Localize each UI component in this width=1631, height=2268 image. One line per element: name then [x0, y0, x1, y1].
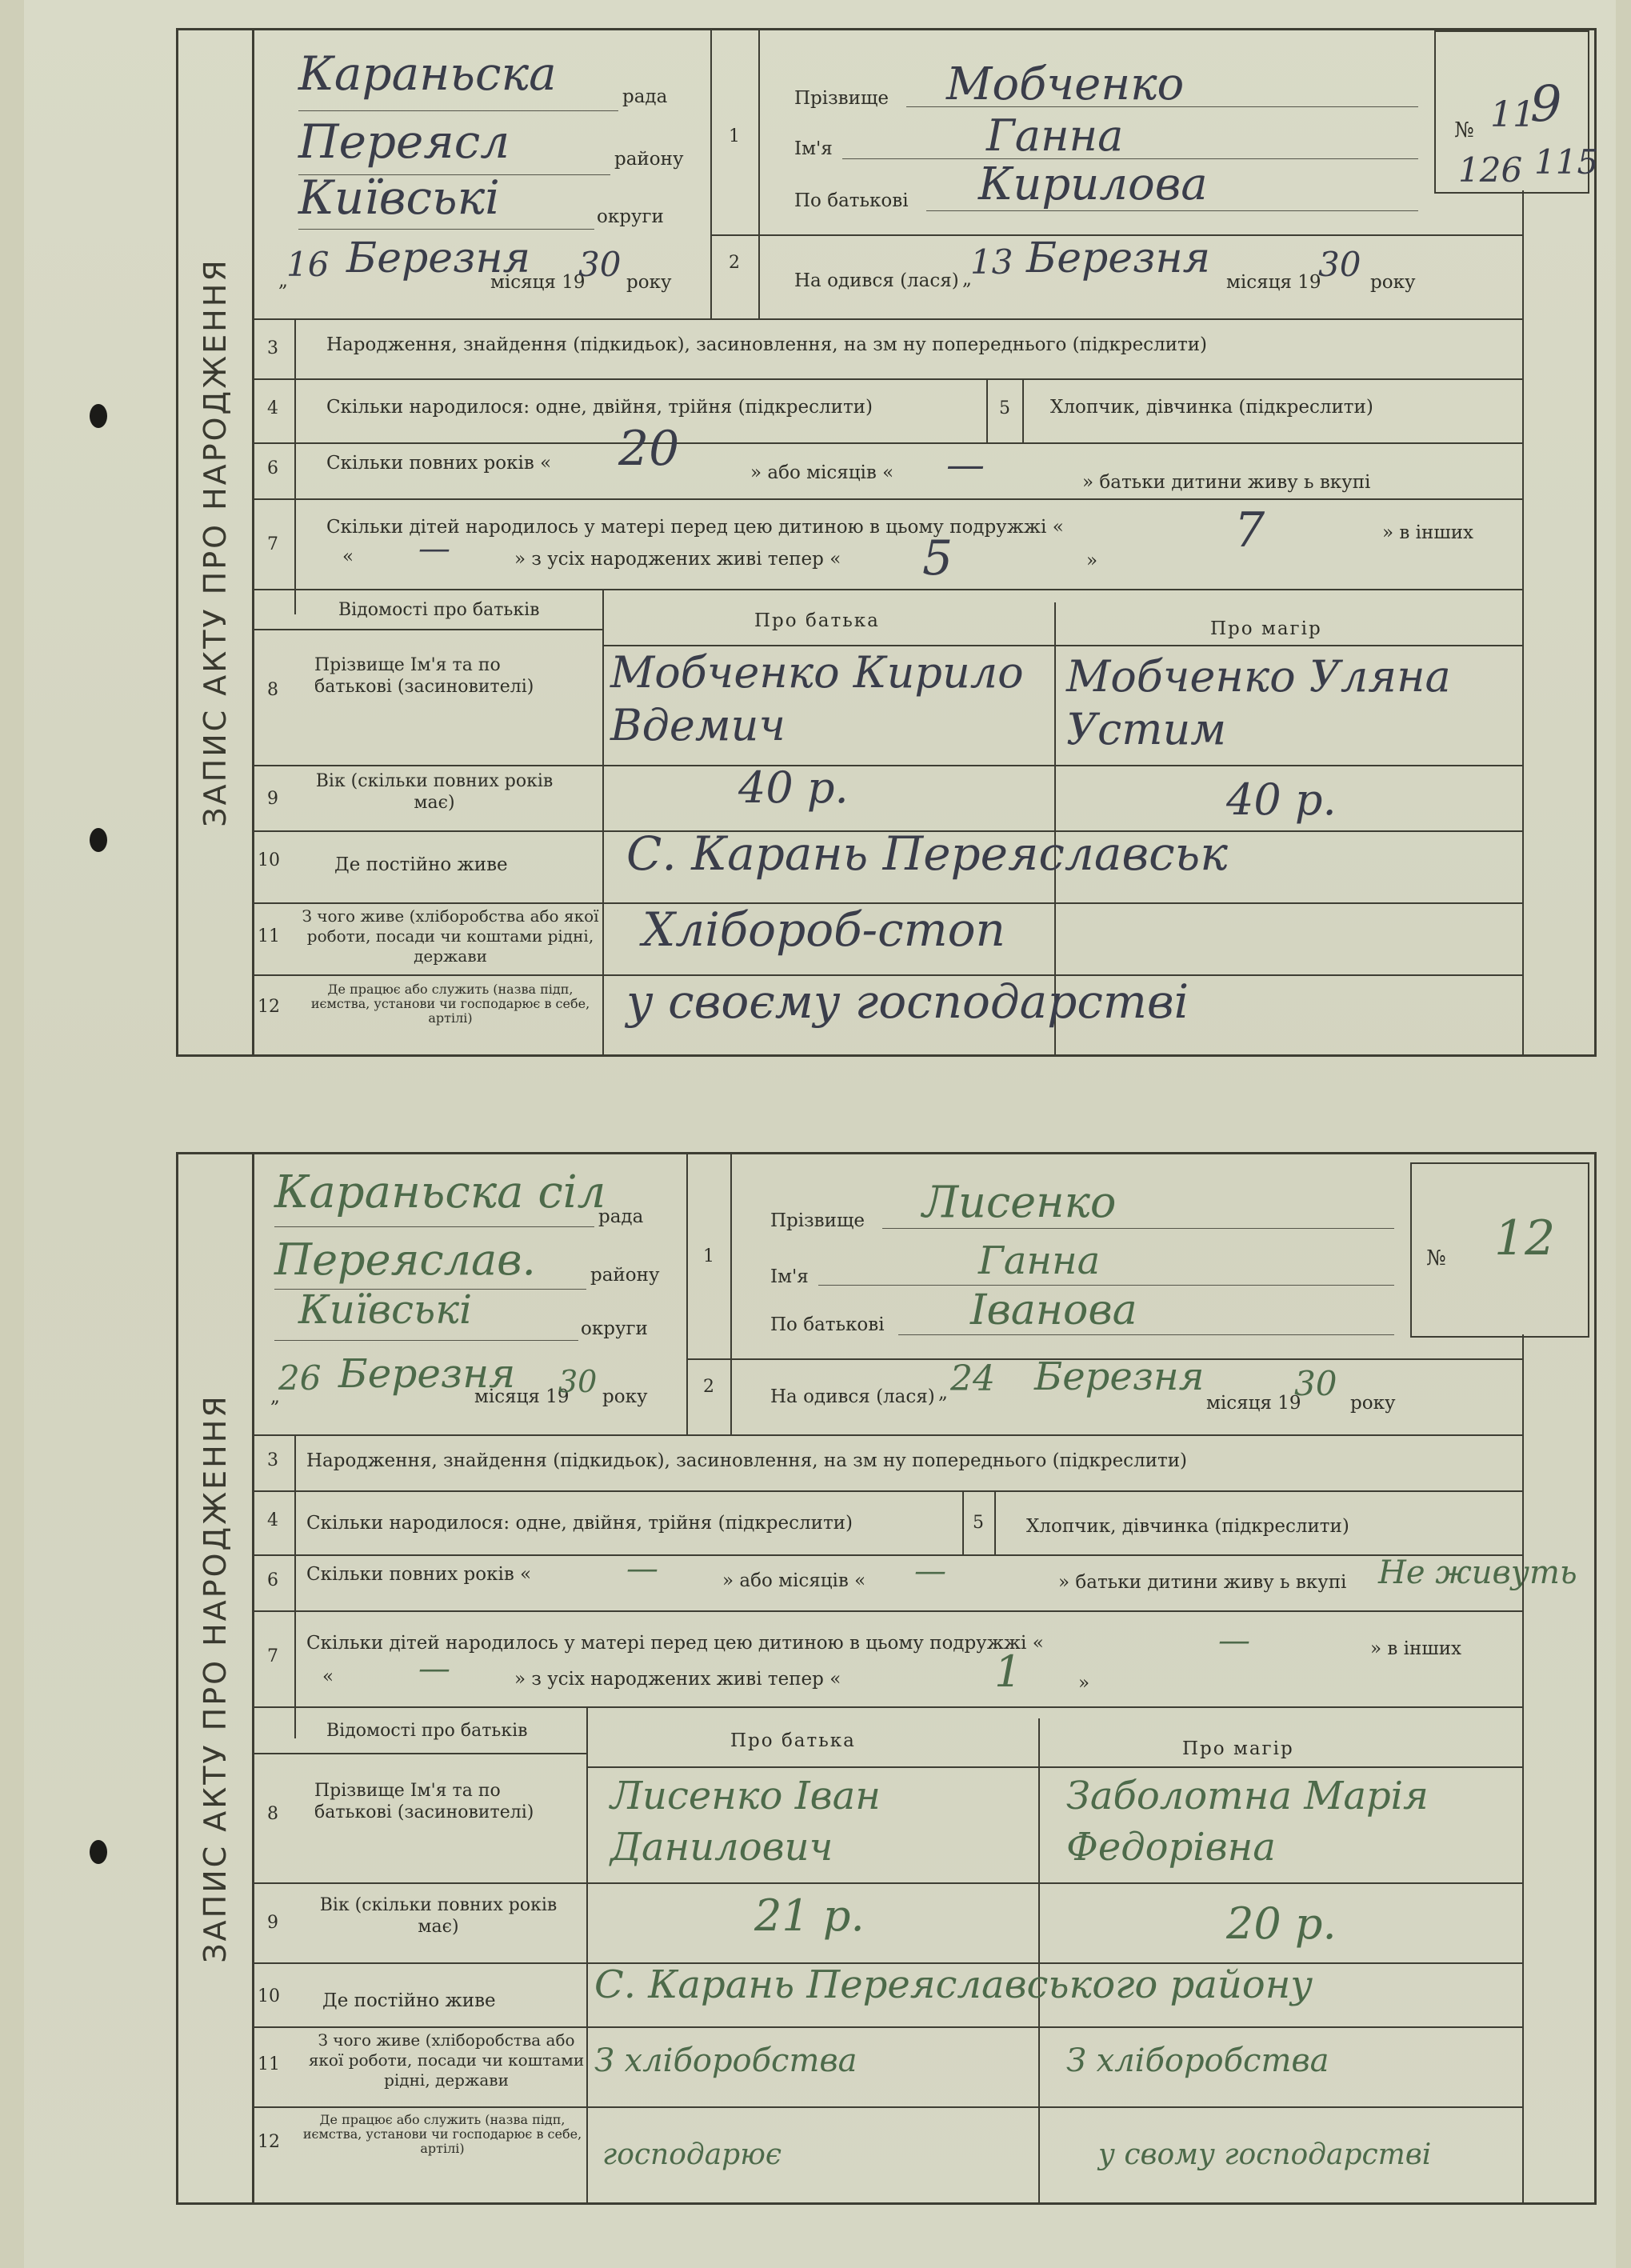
rule-line — [586, 1766, 1522, 1768]
surname-value: Лисенко — [922, 1177, 1117, 1227]
name-value: Ганна — [986, 110, 1124, 161]
rule-line — [994, 1490, 996, 1554]
name-label: Ім'я — [794, 138, 833, 159]
father-workplace: господарює — [602, 2138, 782, 2171]
form-label: Відомості про батьків — [326, 1721, 528, 1741]
row-number: 6 — [267, 1570, 278, 1590]
row-number: 2 — [729, 253, 740, 273]
workplace: у своєму господарстві — [626, 974, 1189, 1029]
form-label: » або місяців « — [722, 1570, 866, 1591]
mother-age: 20 р. — [1226, 1898, 1337, 1949]
row-number: 7 — [267, 534, 278, 554]
rule-line — [252, 765, 1522, 766]
father-name: Мобченко Кирило Вдемич — [610, 647, 1024, 750]
rule-line — [986, 378, 988, 442]
row-number: 8 — [267, 680, 278, 700]
birth-year: 30 — [1318, 245, 1361, 284]
rule-line — [298, 229, 594, 230]
form-label: » з усіх народжених живі тепер « — [514, 549, 841, 570]
rada-value: Караньска — [298, 46, 557, 101]
rule-line — [298, 110, 618, 111]
form-label: району — [590, 1265, 660, 1286]
row-number: 9 — [267, 1913, 278, 1933]
rule-line — [898, 1334, 1394, 1335]
row-number: 4 — [267, 1510, 278, 1530]
form-label: Прізвище Ім'я та по батькові (засиновителі) — [314, 1781, 534, 1822]
form-label: З чого живе (хліборобства або якої роботи, посади чи коштами рідні, держави — [308, 2030, 585, 2090]
form-label: „ — [938, 1382, 948, 1403]
rada-value: Караньска сіл — [274, 1166, 606, 1218]
rule-line — [710, 30, 712, 318]
form-label: Вік (скільки повних років має) — [319, 1895, 558, 1937]
row-number: 6 — [267, 458, 278, 478]
rule-line — [252, 1882, 1522, 1884]
months-together: — — [914, 1553, 946, 1590]
rule-line — [926, 210, 1418, 211]
birth-label: На одився (лася) — [794, 270, 959, 291]
reg-month: Березня — [338, 1350, 516, 1397]
form-label: » — [1086, 550, 1098, 571]
punch-hole — [90, 404, 107, 428]
years-together: — — [626, 1550, 658, 1587]
okrugy-value: Київські — [298, 170, 500, 225]
row-number: 10 — [258, 850, 280, 870]
children-living: 1 — [994, 1646, 1022, 1697]
father-name: Лисенко Іван Данилович — [610, 1774, 881, 1870]
rule-line — [252, 378, 1522, 380]
mother-workplace: у свому господарстві — [1098, 2138, 1432, 2171]
form-label: По батькові — [770, 1314, 885, 1335]
rule-line — [294, 1434, 296, 1738]
rule-line — [686, 1154, 688, 1434]
together-note: Не живуть — [1378, 1554, 1577, 1591]
r10-label: Де постійно живе — [334, 854, 508, 875]
form-label: року — [602, 1386, 648, 1407]
form-label: Скільки повних років « — [306, 1564, 532, 1585]
birth-month: Березня — [1026, 234, 1211, 282]
form-label: Скільки народилося: одне, двійня, трійня (підкреслити) — [306, 1513, 853, 1534]
row-number: 12 — [258, 2132, 280, 2152]
form-label: Скільки повних років « — [326, 453, 552, 474]
r8-label: Прізвище Ім'я та по батькові (засиновителі) — [314, 655, 534, 697]
rule-line — [882, 1228, 1394, 1229]
father-age: 21 р. — [754, 1890, 865, 1941]
occupation: Хлібороб-стоп — [642, 902, 1005, 957]
form-label: « — [322, 1666, 334, 1687]
row5-text: Хлопчик, дівчинка (підкреслити) — [1050, 397, 1373, 418]
form-label: » батьки дитини живу ь вкупі — [1082, 472, 1371, 493]
row3-text: Народження, знайдення (підкидьок), засиновлення, на зм ну попереднього (підкреслити) — [326, 334, 1208, 355]
number-label: № — [1454, 118, 1474, 142]
okrugy-label: округи — [597, 206, 664, 227]
rule-line — [1522, 1334, 1524, 2202]
mother-header: Про магір — [1210, 618, 1322, 639]
patronymic-label: По батькові — [794, 190, 909, 211]
form-label: На одився (лася) — [770, 1386, 935, 1407]
document-page — [24, 0, 1616, 2268]
children-other: — — [418, 1650, 450, 1687]
reg-year: 30 — [578, 245, 622, 284]
years-together: 20 — [618, 421, 680, 477]
form-label: місяця 19 — [1226, 272, 1321, 293]
reg-year: 30 — [558, 1364, 598, 1399]
residence: С. Карань Переяславського району — [594, 1962, 1313, 2007]
form-label: » в інших — [1370, 1638, 1462, 1659]
roku-label: року — [626, 272, 672, 293]
rada-label: рада — [622, 86, 668, 107]
rule-line — [252, 442, 1522, 444]
row4-text: Скільки народилося: одне, двійня, трійня (підкреслити) — [326, 397, 873, 418]
form-label: » або місяців « — [750, 462, 894, 483]
form-label: » з усіх народжених живі тепер « — [514, 1669, 841, 1690]
residence: С. Карань Переяславськ — [626, 826, 1228, 881]
side-title: ЗАПИС АКТУ ПРО НАРОДЖЕННЯ — [178, 1154, 254, 2202]
children-living: 5 — [922, 530, 953, 586]
form-label: Про батька — [730, 1730, 856, 1751]
rule-line — [252, 629, 602, 630]
rule-line — [252, 1490, 1522, 1492]
rule-line — [252, 318, 254, 1054]
rule-line — [294, 318, 296, 614]
row-number: 5 — [999, 398, 1010, 418]
row-number: 3 — [267, 1450, 278, 1470]
form-label: „ — [962, 269, 972, 290]
reg-day: 26 — [278, 1358, 322, 1398]
rule-line — [252, 1610, 1522, 1612]
row-number: 5 — [973, 1513, 984, 1533]
months-together: — — [946, 442, 985, 487]
punch-hole — [90, 1840, 107, 1864]
row-number: 8 — [267, 1804, 278, 1824]
father-header: Про батька — [754, 610, 880, 631]
children-this-marriage: — — [1218, 1622, 1250, 1659]
form-label: місяця 19 — [1206, 1393, 1301, 1414]
father-age: 40 р. — [738, 762, 849, 813]
form-label: » — [1078, 1673, 1090, 1694]
children-this-marriage: 7 — [1234, 502, 1265, 558]
rule-line — [818, 1285, 1394, 1286]
surname-value: Мобченко — [946, 58, 1185, 110]
misiatsia-label: місяця 19 — [490, 272, 586, 293]
rule-line — [758, 30, 760, 318]
record-number-side: 126 — [1458, 150, 1523, 190]
rule-line — [1038, 1718, 1040, 2202]
mother-name: Мобченко Уляна Устим — [1066, 651, 1451, 754]
form-label: Скільки дітей народилось у матері перед цею дитиною в цьому подружжі « — [326, 517, 1064, 538]
parents-header: Відомості про батьків — [338, 600, 540, 620]
rule-line — [252, 1706, 1522, 1708]
rule-line — [252, 1753, 586, 1754]
mother-occupation: З хліборобства — [1066, 2042, 1329, 2079]
rule-line — [252, 498, 1522, 500]
reg-day: 16 — [286, 245, 330, 284]
birth-record-2 — [176, 1152, 1597, 2205]
mother-name: Заболотна Марія Федорівна — [1066, 1774, 1429, 1870]
birth-record-1 — [176, 28, 1597, 1057]
children-other: — — [418, 530, 450, 567]
form-label: » батьки дитини живу ь вкупі — [1058, 1572, 1347, 1593]
row-number: 7 — [267, 1646, 278, 1666]
row-number: 4 — [267, 398, 278, 418]
rule-line — [252, 589, 1522, 590]
rule-line — [252, 2026, 1522, 2028]
rule-line — [906, 106, 1418, 107]
birth-day: 13 — [970, 242, 1013, 282]
r11-label: З чого живе (хліборобства або якої роботи, посади чи коштами рідні, держави — [302, 906, 599, 966]
mother-age: 40 р. — [1226, 774, 1337, 825]
surname-label: Прізвище — [794, 88, 889, 109]
form-label: місяця 19 — [474, 1386, 570, 1407]
reg-month: Березня — [346, 234, 531, 282]
patronymic-value: Кирилова — [978, 158, 1208, 210]
form-label: № — [1426, 1246, 1446, 1270]
name-value: Ганна — [978, 1238, 1101, 1283]
rule-line — [586, 1706, 588, 2202]
form-label: Прізвище — [770, 1210, 865, 1231]
rule-line — [602, 589, 604, 1054]
birth-day: 24 — [950, 1358, 995, 1399]
form-label: « — [342, 546, 354, 567]
form-label: Де постійно живе — [322, 1990, 496, 2011]
form-label: „ — [270, 1386, 280, 1407]
raion-value: Переяслав. — [274, 1234, 536, 1285]
birth-month: Березня — [1034, 1354, 1205, 1399]
rule-line — [252, 1434, 1522, 1436]
row-number: 3 — [267, 338, 278, 358]
row-number: 10 — [258, 1986, 280, 2006]
rule-line — [1522, 190, 1524, 1054]
rule-line — [274, 1226, 594, 1227]
rule-line — [274, 1340, 578, 1341]
rule-line — [1022, 378, 1024, 442]
form-label: „ — [278, 270, 288, 291]
rule-line — [252, 1554, 1522, 1556]
row-number: 11 — [258, 926, 280, 946]
form-label: року — [1370, 272, 1416, 293]
raion-label: району — [614, 149, 684, 170]
rule-line — [252, 1434, 254, 2202]
row-number: 12 — [258, 997, 280, 1017]
form-label: Де працює або служить (назва підп, иємства, установи чи господарює в себе, артілі) — [302, 2112, 582, 2156]
rule-line — [730, 1154, 732, 1434]
record-number: 12 — [1494, 1210, 1556, 1266]
row-number: 9 — [267, 789, 278, 809]
raion-value: Переясл — [298, 114, 510, 169]
form-label: Скільки дітей народилось у матері перед цею дитиною в цьому подружжі « — [306, 1633, 1044, 1654]
form-label: Про магір — [1182, 1738, 1294, 1759]
row-number: 1 — [729, 126, 740, 146]
punch-hole — [90, 828, 107, 852]
patronymic-value: Іванова — [970, 1286, 1137, 1334]
birth-year: 30 — [1294, 1364, 1337, 1403]
form-label: року — [1350, 1393, 1396, 1414]
record-number: 11 — [1490, 94, 1535, 135]
form-label: округи — [581, 1318, 648, 1339]
side-title: ЗАПИС АКТУ ПРО НАРОДЖЕННЯ — [178, 30, 254, 1054]
form-label: Ім'я — [770, 1266, 809, 1287]
form-label: рада — [598, 1206, 644, 1227]
form-label: » в інших — [1382, 522, 1474, 543]
record-number-side2: 115 — [1534, 142, 1599, 182]
row-number: 11 — [258, 2054, 280, 2074]
form-label: Народження, знайдення (підкидьок), засиновлення, на зм ну попереднього (підкреслити) — [306, 1450, 1188, 1471]
row-number: 2 — [703, 1377, 714, 1397]
form-label: Хлопчик, дівчинка (підкреслити) — [1026, 1516, 1349, 1537]
okrugy-value: Київські — [298, 1286, 473, 1333]
r9-label: Вік (скільки повних років має) — [315, 771, 554, 813]
r12-label: Де працює або служить (назва підп, иємства, установи чи господарює в себе, артілі) — [310, 982, 590, 1026]
row-number: 1 — [703, 1246, 714, 1266]
rule-line — [252, 2106, 1522, 2108]
record-number-corrected: 9 — [1530, 74, 1562, 133]
father-occupation: З хліборобства — [594, 2042, 857, 2079]
rule-line — [252, 318, 1522, 320]
